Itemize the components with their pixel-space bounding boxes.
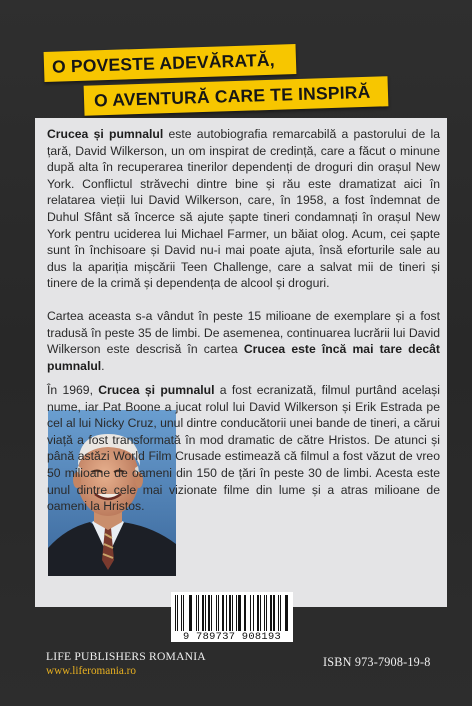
barcode-bar bbox=[211, 595, 212, 631]
barcode-bar bbox=[232, 595, 233, 631]
barcode-bar bbox=[260, 595, 261, 631]
barcode-bar bbox=[213, 595, 214, 631]
barcode-bar bbox=[248, 595, 249, 631]
header-tape-2 bbox=[84, 76, 389, 116]
barcode-bar bbox=[199, 595, 200, 631]
barcode-bar bbox=[244, 595, 245, 631]
header-line-2: O AVENTURĂ CARE TE INSPIRĂ bbox=[93, 81, 371, 111]
barcode-bar bbox=[286, 595, 287, 631]
barcode-bar bbox=[218, 595, 219, 631]
barcode-bar bbox=[227, 595, 228, 631]
blurb-paragraph-3-start: În 1969, bbox=[47, 383, 99, 397]
barcode-bar bbox=[189, 595, 190, 631]
barcode-bar bbox=[278, 595, 279, 631]
publisher-website: www.liferomania.ro bbox=[46, 665, 136, 677]
barcode-bar bbox=[205, 595, 206, 631]
blurb-panel bbox=[35, 118, 447, 607]
blurb-paragraph-3-text: a fost ecranizată, filmul purtând același nume, iar Pat Boone a jucat rolul lui David Wilkerson și Erik Estrada pe cel al lui Nicky Cruz, unul dintre conducătorii unei bande de tineri, a cărui viață a fost transformată în mod dramatic de către Hristos. De atunci și până astăzi World Film Crusade estimează că filmul a fost văzut de vreo 50 milioane de oameni din 150 de țări în peste 30 de limbi. Acesta este unul dintre cele mai vizionate filme din lume și a atras milioane de oameni la Hristos. bbox=[47, 383, 440, 514]
blurb-paragraph-2 bbox=[47, 308, 440, 374]
barcode-bar bbox=[183, 595, 184, 631]
barcode-bar bbox=[190, 595, 191, 631]
blurb-paragraph-2-end: . bbox=[101, 358, 105, 373]
barcode-bar bbox=[185, 595, 187, 631]
barcode-bar bbox=[282, 595, 283, 631]
barcode-bar bbox=[270, 595, 271, 631]
barcode-bar bbox=[198, 595, 199, 631]
barcode-bar bbox=[234, 595, 235, 631]
barcode-bar bbox=[193, 595, 194, 631]
barcode-bar bbox=[280, 595, 281, 631]
blurb-paragraph-1-text: este autobiografia remarcabilă a pastorului de la țară, David Wilkerson, un om inspirat de credință, care a făcut o minune după alta în recuperarea tinerilor dependenți de droguri din orașul New York. Conflictul străvechi dintre bine și rău este dramatizat aici în relatarea vieții lui David Wilkerson, care, în 1958, a fost îndemnat de Duhul Sfânt să încerce să ajute șapte tineri condamnați în orașul New York pentru uciderea lui Michael Farmer, un băiat olog. Acum, cei șapte sunt în închisoare și David nu-i mai poate ajuta, însă eforturile sale au dus la apariția mișcării Teen Challenge, care a salvat mii de tineri și tinere de la crimă și dependența de alcool și droguri. bbox=[47, 127, 440, 291]
barcode-bar bbox=[276, 595, 277, 631]
barcode-bar bbox=[229, 595, 230, 631]
barcode-bar bbox=[253, 595, 254, 631]
header-line-1: O POVESTE ADEVĂRATĂ, bbox=[51, 49, 276, 77]
barcode-bar bbox=[273, 595, 275, 631]
barcode-bar bbox=[207, 595, 208, 631]
header-tape-1 bbox=[44, 44, 297, 82]
barcode-bar bbox=[245, 595, 246, 631]
barcode-bar bbox=[216, 595, 217, 631]
barcode-bar bbox=[177, 595, 178, 631]
barcode-bar bbox=[202, 595, 204, 631]
barcode-bar bbox=[242, 595, 243, 631]
barcode-digits: 9 789737 908193 bbox=[182, 631, 282, 643]
sequel-title-bold: Crucea este încă mai tare decât pumnalul bbox=[47, 342, 440, 373]
barcode-bar bbox=[257, 595, 259, 631]
film-title-bold: Crucea și pumnalul bbox=[98, 383, 215, 397]
blurb-paragraph-2-text: Cartea aceasta s-a vândut în peste 15 milioane de exemplare și a fost tradusă în peste 35 de limbi. De asemenea, continuarea lucrării lui David Wilkerson este descrisă în cartea bbox=[47, 309, 440, 357]
barcode-bar bbox=[236, 595, 237, 631]
barcode-bar bbox=[250, 595, 251, 631]
barcode-bar bbox=[196, 595, 197, 631]
barcode-bar bbox=[220, 595, 221, 631]
barcode-bar bbox=[222, 595, 224, 631]
barcode-bar bbox=[255, 595, 256, 631]
blurb-paragraph-1 bbox=[47, 126, 440, 292]
barcode-bar bbox=[285, 595, 286, 631]
isbn-barcode bbox=[171, 592, 293, 642]
barcode-bar bbox=[238, 595, 240, 631]
blurb-paragraph-3 bbox=[47, 382, 440, 515]
barcode-bar bbox=[268, 595, 269, 631]
barcode-bar bbox=[266, 595, 267, 631]
barcode-bar bbox=[181, 595, 182, 631]
barcode-bar bbox=[175, 595, 176, 631]
barcode-bar bbox=[264, 595, 265, 631]
barcode-bar bbox=[208, 595, 209, 631]
barcode-bar bbox=[262, 595, 263, 631]
barcode-bar bbox=[226, 595, 227, 631]
barcode-bars bbox=[175, 595, 289, 631]
barcode-bar bbox=[179, 595, 180, 631]
publisher-name: LIFE PUBLISHERS ROMANIA bbox=[46, 650, 206, 663]
isbn-number: ISBN 973-7908-19-8 bbox=[323, 655, 431, 669]
book-title-bold: Crucea și pumnalul bbox=[47, 127, 164, 141]
